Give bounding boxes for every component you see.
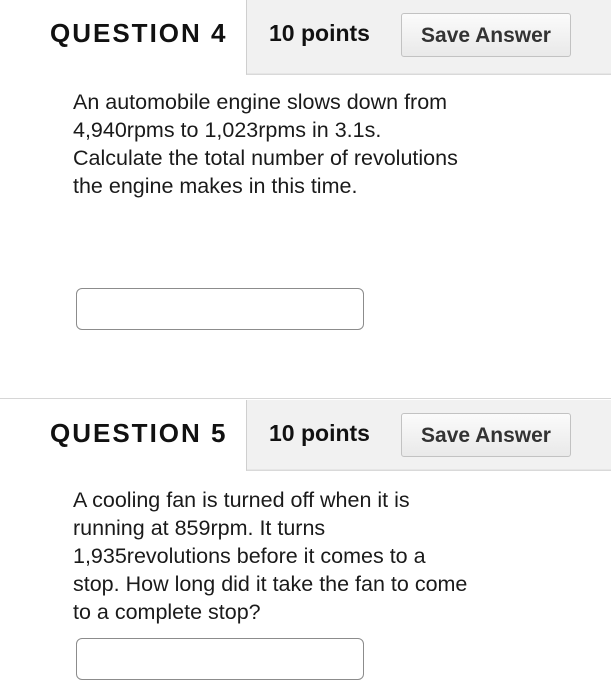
save-answer-button[interactable]: Save Answer	[401, 413, 571, 457]
question-text: An automobile engine slows down from 4,940rpms to 1,023rpms in 3.1s. Calculate the total number of revolutions the engine makes in this time.	[73, 90, 458, 198]
question-title: QUESTION 4	[50, 18, 228, 48]
answer-input[interactable]	[76, 288, 364, 330]
question-title: QUESTION 5	[50, 418, 228, 448]
question-5	[0, 400, 611, 700]
question-divider	[0, 398, 611, 399]
points-label: 10 points	[269, 20, 370, 46]
question-text: A cooling fan is turned off when it is running at 859rpm. It turns 1,935revolutions before it comes to a stop. How long did it take the fan to come to a complete stop?	[73, 488, 468, 624]
save-answer-button[interactable]: Save Answer	[401, 13, 571, 57]
points-label: 10 points	[269, 420, 370, 446]
question-header-bar	[246, 0, 611, 75]
answer-input[interactable]	[76, 638, 364, 680]
question-header-bar	[246, 400, 611, 471]
